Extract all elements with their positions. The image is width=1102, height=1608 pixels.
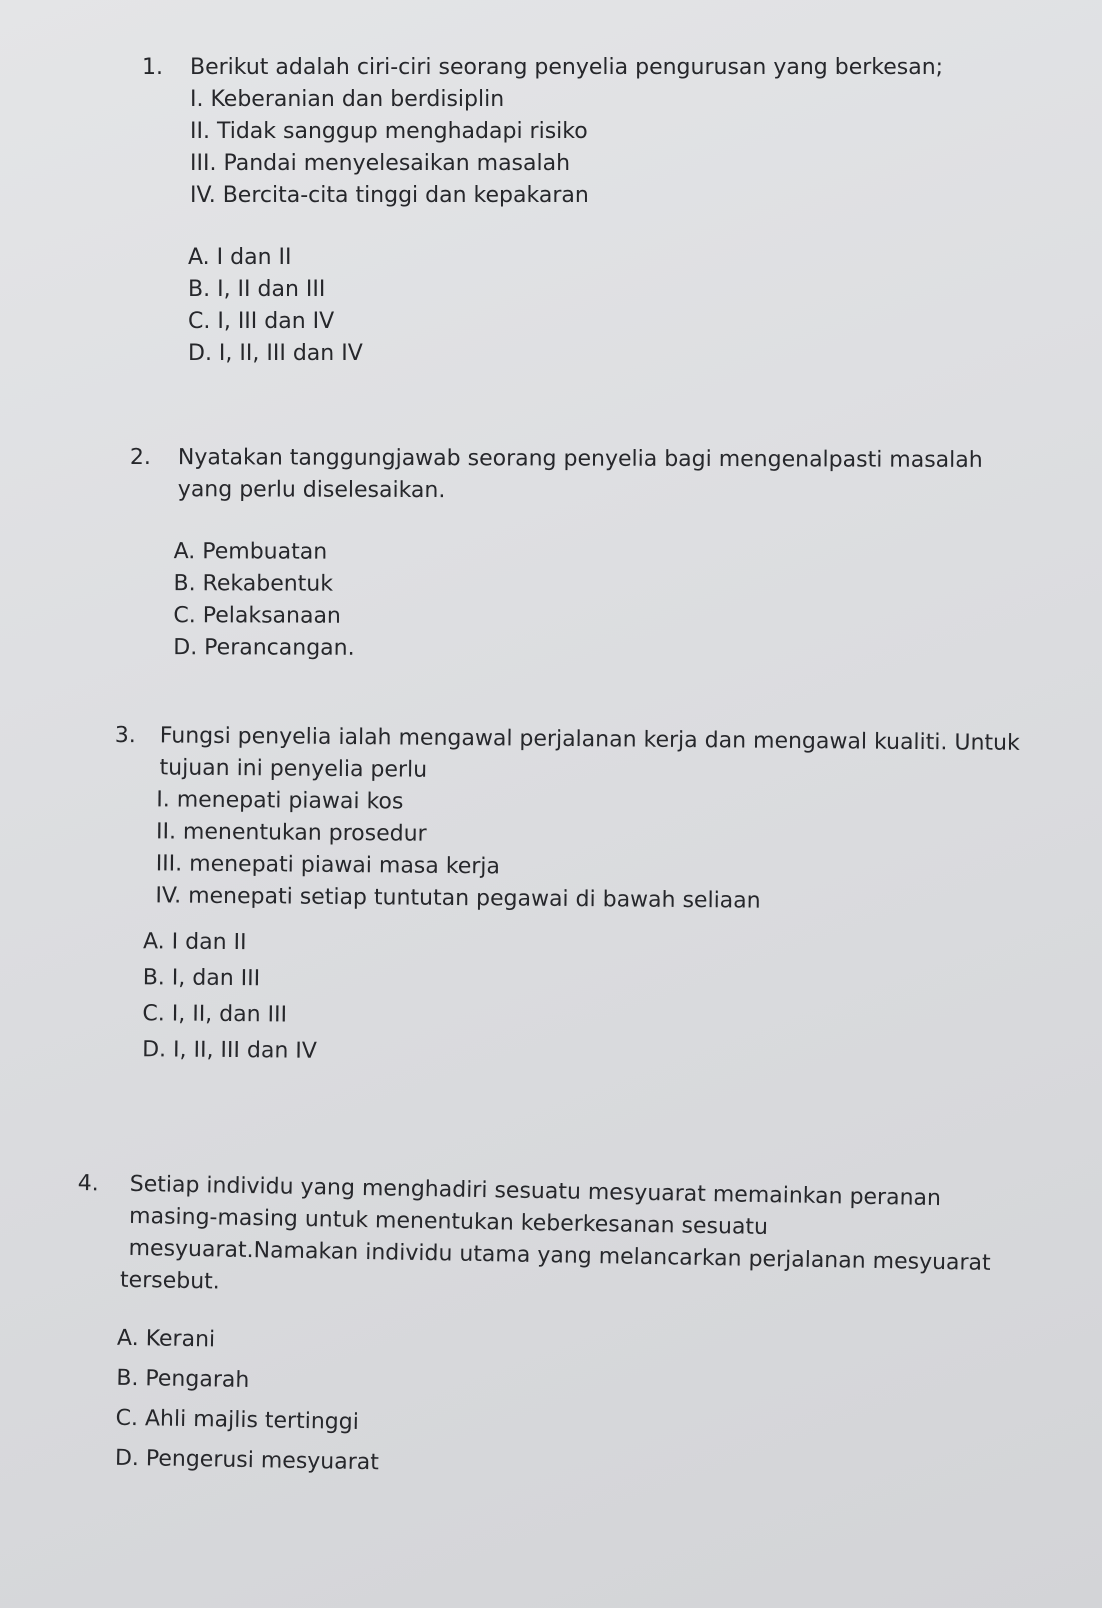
option-d[interactable]: D. I, II, III dan IV [142, 1037, 317, 1064]
question-header [114, 720, 1019, 792]
option-c[interactable]: C. I, III dan IV [188, 309, 335, 334]
option-d[interactable]: D. Pengerusi mesyuarat [114, 1445, 380, 1476]
statement-item: IV. menepati setiap tuntutan pegawai di bawah seliaan [155, 883, 761, 914]
question-stem [128, 1169, 992, 1280]
option-a[interactable]: A. Kerani [116, 1325, 216, 1353]
question-4 [73, 1168, 992, 1494]
statement-item: III. menepati piawai masa kerja [155, 851, 501, 880]
question-number: 3. [114, 722, 136, 749]
option-a[interactable]: A. I dan II [142, 929, 247, 956]
option-c[interactable]: C. Pelaksanaan [173, 603, 341, 629]
option-c[interactable]: C. Ahli majlis tertinggi [115, 1405, 360, 1435]
stem-line: Fungsi penyelia ialah mengawal perjalanan kerja dan mengawal kualiti. Untuk [159, 723, 1020, 756]
answer-options [142, 924, 1018, 1076]
answer-options [188, 242, 943, 370]
statement-item: III. Pandai menyelesaikan masalah [190, 151, 571, 176]
option-b[interactable]: B. I, dan III [142, 965, 261, 992]
question-stem [190, 52, 943, 84]
statement-item: IV. Bercita-cita tinggi dan kepakaran [190, 183, 589, 208]
answer-options [173, 536, 982, 667]
question-1 [142, 52, 943, 370]
option-b[interactable]: B. I, II dan III [188, 277, 326, 302]
option-a[interactable]: A. I dan II [188, 245, 292, 270]
question-number: 2. [129, 444, 151, 471]
stem-line: mesyuarat.Namakan individu utama yang melancarkan perjalanan mesyuarat [128, 1235, 991, 1276]
stem-tail: tersebut. [119, 1267, 220, 1295]
statement-list [190, 84, 943, 212]
question-number: 4. [77, 1170, 99, 1197]
question-number: 1. [142, 55, 163, 80]
option-c[interactable]: C. I, II, dan III [142, 1001, 288, 1028]
stem-line: tujuan ini penyelia perlu [159, 755, 428, 783]
stem-line: Berikut adalah ciri-ciri seorang penyelia pengurusan yang berkesan; [190, 55, 944, 80]
option-b[interactable]: B. Pengarah [116, 1365, 250, 1394]
statement-list [155, 784, 1019, 920]
question-stem [178, 442, 983, 509]
statement-item: I. menepati piawai kos [156, 787, 404, 815]
statement-item: II. Tidak sanggup menghadapi risiko [190, 119, 588, 144]
option-a[interactable]: A. Pembuatan [173, 539, 328, 565]
statement-item: II. menentukan prosedur [155, 819, 427, 847]
statement-item: I. Keberanian dan berdisiplin [190, 87, 505, 112]
stem-line: Nyatakan tanggungjawab seorang penyelia bagi mengenalpasti masalah [177, 445, 983, 473]
option-d[interactable]: D. I, II, III dan IV [188, 341, 363, 366]
question-header [142, 52, 943, 84]
stem-line: Setiap individu yang menghadiri sesuatu mesyuarat memainkan peranan [129, 1171, 942, 1212]
stem-line: yang perlu diselesaikan. [177, 477, 446, 504]
question-stem [159, 720, 1019, 792]
question-header [130, 442, 983, 509]
option-d[interactable]: D. Perancangan. [173, 635, 355, 661]
answer-options [115, 1319, 990, 1494]
question-header [76, 1168, 992, 1280]
stem-line: masing-masing untuk menentukan keberkesanan sesuatu [128, 1203, 769, 1241]
option-b[interactable]: B. Rekabentuk [173, 571, 334, 597]
question-3 [112, 720, 1020, 1076]
question-2 [129, 442, 983, 667]
